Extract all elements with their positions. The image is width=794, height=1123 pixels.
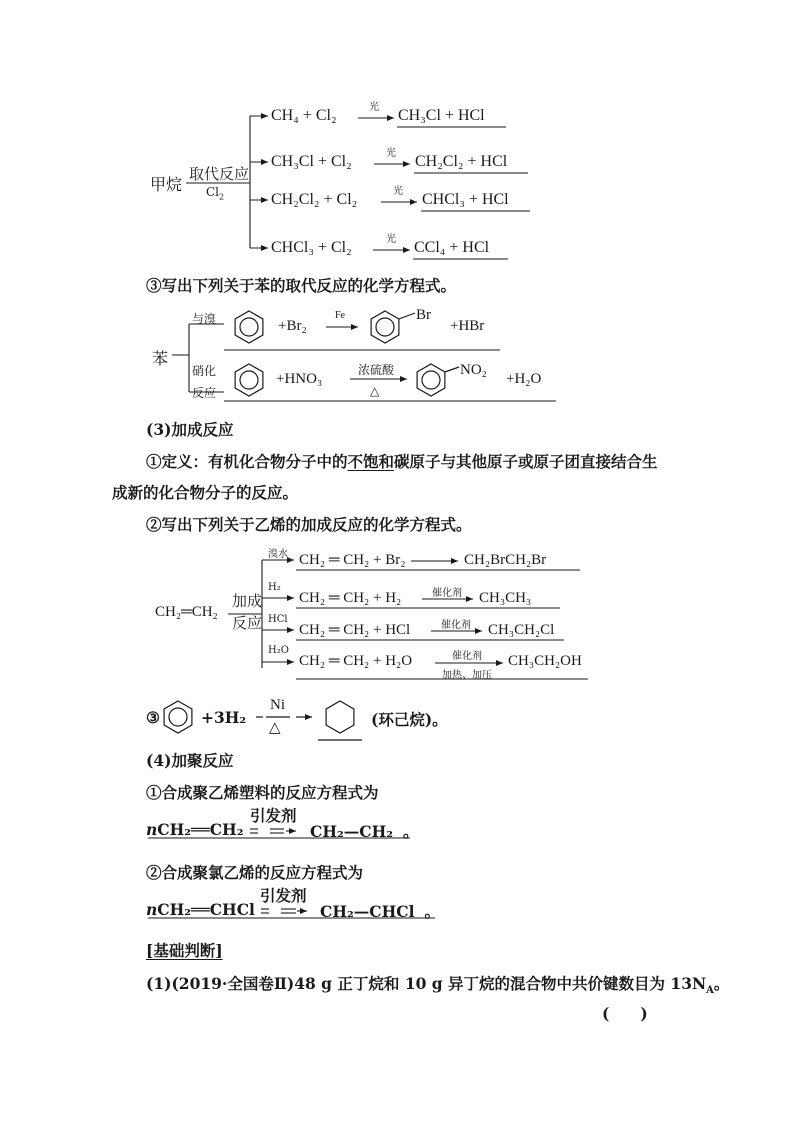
methane-branch-bottom: $Cl_2$ <box>206 185 225 202</box>
benzene-r2-cond-top: 浓硫酸 <box>358 363 395 377</box>
benzene-ring-icon <box>164 701 192 733</box>
benzene-ring-icon <box>235 364 263 396</box>
benzene-branch2-bottom: 反应 <box>192 386 217 400</box>
addition-definition-blank: 不饱和 <box>347 452 395 471</box>
pvc-intro: ②合成聚氯乙烯的反应方程式为 <box>146 863 364 882</box>
ethylene-r4-cond2: 加热、加压 <box>442 670 492 681</box>
answer-parenthesis[interactable]: ( ) <box>602 1004 648 1023</box>
benzene-r1-tail: +HBr <box>450 318 485 334</box>
polymer-heading: (4)加聚反应 <box>146 751 234 770</box>
methane-r3-left: CH₂Cl₂ + Cl₂ <box>271 191 358 208</box>
benzene-r2-cond-bottom: △ <box>370 384 380 398</box>
ethylene-r2-reagent: H₂ <box>268 582 281 593</box>
methane-r1-cond: 光 <box>369 102 379 113</box>
ethylene-branch-top: 加成 <box>232 592 263 610</box>
benzene-label: 苯 <box>152 349 169 368</box>
ethylene-r1-reagent: 溴水 <box>268 549 288 560</box>
judgment-question-1: (1)(2019·全国卷Ⅱ)48 g 正丁烷和 10 g 异丁烷的混合物中共价键数目为 $13N_A$。 <box>146 974 730 997</box>
benzene-heading: ③写出下列关于苯的取代反应的化学方程式。 <box>146 276 457 295</box>
ethylene-branch-bottom: 反应 <box>232 614 263 632</box>
methane-r1-left: CH₄ + Cl₂ <box>271 107 337 124</box>
addition-heading: (3)加成反应 <box>146 420 234 439</box>
ethylene-r3-right: CH₃CH₂Cl <box>488 622 555 638</box>
methane-r2-right: CH₂Cl₂ + HCl <box>415 153 508 170</box>
polyethylene-cond: 引发剂 <box>250 806 297 825</box>
benzene-r1-substituent: Br <box>416 307 431 323</box>
ethylene-r1-right: CH₂BrCH₂Br <box>464 552 547 568</box>
ethylene-r4-cond: 催化剂 <box>452 651 482 662</box>
methane-label: 甲烷 <box>150 175 183 194</box>
methane-r2-left: CH₃Cl + Cl₂ <box>271 153 352 170</box>
benzene-r2-reagent: +HNO₃ <box>276 371 323 387</box>
hydrogenation-cond-top: Ni <box>270 697 285 713</box>
methane-r4-cond: 光 <box>386 234 396 245</box>
ethylene-r3-left: CH₂ ═ CH₂ + HCl <box>299 622 411 638</box>
ethylene-r4-reagent: H₂O <box>268 645 289 656</box>
ethylene-r3-cond: 催化剂 <box>441 620 471 631</box>
ethylene-r1-left: CH₂ ═ CH₂ + Br₂ <box>299 552 406 568</box>
benzene-ring-icon <box>235 311 263 343</box>
methane-r3-cond: 光 <box>393 186 403 197</box>
pvc-product: CH₂—CHCl 。 <box>320 902 440 921</box>
methane-r3-right: CHCl₃ + HCl <box>422 191 509 208</box>
ethylene-label: CH₂═CH₂ <box>155 604 218 620</box>
hydrogenation-product: (环己烷)。 <box>371 710 448 729</box>
benzene-r2-tail: +H₂O <box>506 371 542 387</box>
polyethylene-equation: nCH₂══CH₂ <box>146 820 244 839</box>
benzene-branch2-top: 硝化 <box>192 364 217 378</box>
methane-branch-top: 取代反应 <box>189 165 250 183</box>
ethylene-r4-right: CH₃CH₂OH <box>508 653 582 669</box>
hydrogenation-reagent: +3H₂ <box>201 708 247 727</box>
benzene-r2-substituent: NO₂ <box>460 362 487 378</box>
bromobenzene-ring-icon <box>371 311 415 343</box>
benzene-r1-cond: Fe <box>335 310 345 321</box>
polyethylene-intro: ①合成聚乙烯塑料的反应方程式为 <box>146 783 379 802</box>
methane-r4-right: CCl₄ + HCl <box>414 239 490 256</box>
methane-r4-left: CHCl₃ + Cl₂ <box>271 239 352 256</box>
pvc-equation: nCH₂══CHCl <box>146 900 255 919</box>
ethylene-r2-left: CH₂ ═ CH₂ + H₂ <box>299 590 402 606</box>
benzene-branch1: 与溴 <box>192 312 217 326</box>
addition-definition: ①定义：有机化合物分子中的不饱和碳原子与其他原子或原子团直接结合生 <box>146 452 658 471</box>
benzene-r1-reagent: +Br₂ <box>278 318 307 334</box>
cyclohexane-ring-icon <box>326 701 354 733</box>
methane-r1-right: CH₃Cl + HCl <box>398 107 485 124</box>
pvc-cond: 引发剂 <box>260 886 307 905</box>
judgment-heading: [基础判断] <box>146 941 223 960</box>
ethylene-r2-cond: 催化剂 <box>432 588 462 599</box>
ethylene-r3-reagent: HCl <box>268 614 288 625</box>
hydrogenation-prefix: ③ <box>146 708 160 727</box>
ethylene-heading: ②写出下列关于乙烯的加成反应的化学方程式。 <box>146 515 472 534</box>
ethylene-r2-right: CH₃CH₃ <box>479 590 532 606</box>
methane-r2-cond: 光 <box>386 148 396 159</box>
hydrogenation-cond-bottom: △ <box>269 718 281 736</box>
polyethylene-product: CH₂—CH₂ 。 <box>310 822 419 841</box>
nitrobenzene-ring-icon <box>417 364 459 396</box>
ethylene-r4-left: CH₂ ═ CH₂ + H₂O <box>299 653 413 669</box>
addition-definition-cont: 成新的化合物分子的反应。 <box>112 483 299 502</box>
